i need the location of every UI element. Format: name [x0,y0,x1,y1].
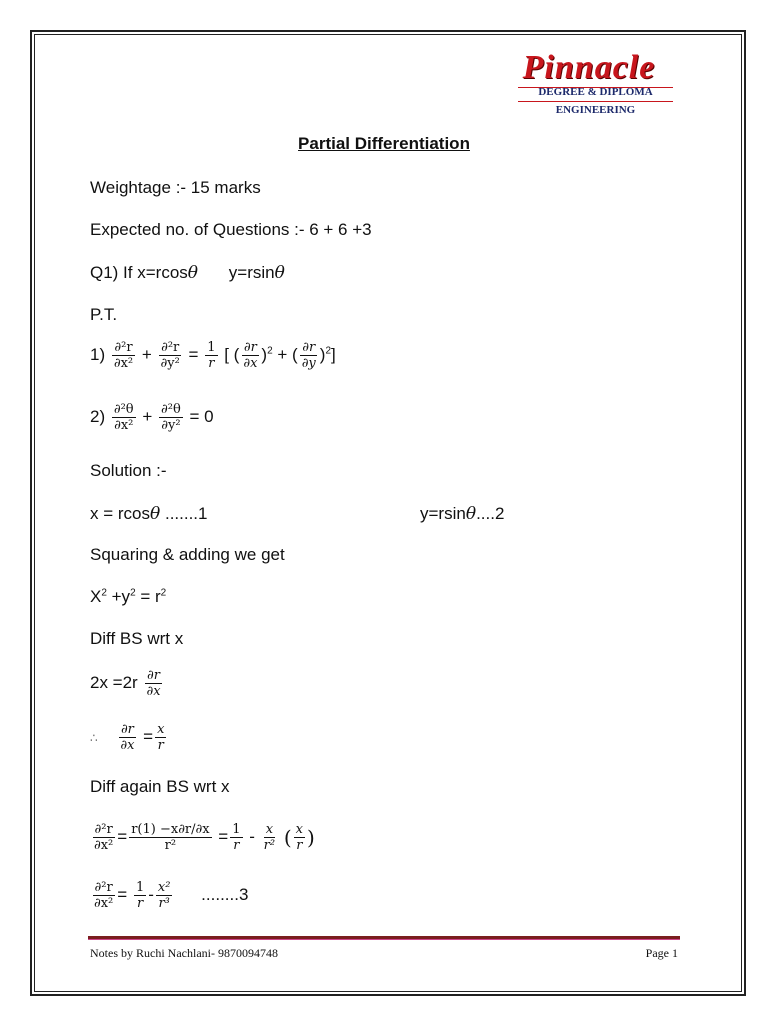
fraction-d2theta-dy2: $\frac{\text{∂²θ}}{\text{∂y²}}$ [161,402,181,433]
exponent: 2 [101,587,107,599]
fraction-dr-dy: $\frac{\partial r}{\partial y}$ [301,340,316,371]
fraction-dr-dx: $\frac{\partial r}{\partial x}$ [243,340,258,371]
exponent: 2 [160,587,167,599]
equation-3 [90,880,248,911]
theta-symbol: θ [465,504,477,524]
theta-symbol: θ [150,504,161,524]
fraction-1-over-r: $\frac{1}{r}$ [135,880,145,911]
equation-tag-3: ........3 [201,884,249,904]
square-exponent: 2 [325,345,332,357]
fraction-1-over-r: $\frac{1}{r}$ [232,822,241,853]
logo-subtitle-degree: DEGREE & DIPLOMA [538,86,653,98]
theta-symbol: θ [274,263,285,283]
therefore-icon: ∴ [90,730,98,745]
equals-sign: = [143,726,154,746]
footer-page-number: Page 1 [645,946,678,960]
diff-again-text: Diff again BS wrt x [90,777,230,796]
equation-tag-2: ....2 [476,504,505,523]
fraction-x-over-r2: $\frac{x}{\text{r²}}$ [263,822,276,853]
fraction-dr-dx: $\frac{\partial r}{\partial x}$ [120,722,135,753]
therefore-equation [90,722,168,753]
y-eq-text: y=rsin [420,504,466,523]
y-var: +y [106,587,131,606]
equals-sign: = [218,826,229,846]
equation-second-derivative [90,822,315,853]
circle-equation [90,587,166,607]
bracket-close: ] [331,344,336,364]
fraction-dr-dx: $\frac{\partial r}{\partial x}$ [146,668,161,699]
paren-close: ) [261,344,268,364]
r-var: = r [135,587,161,606]
eq2-label: 2) [90,406,106,426]
square-exponent: 2 [267,345,273,357]
q1-y: y=rsin [228,263,275,282]
squaring-text: Squaring & adding we get [90,545,285,564]
logo-subtitle-engineering: ENGINEERING [555,104,636,116]
minus-sign: - [249,826,255,846]
diff-wrt-x-text: Diff BS wrt x [90,629,184,648]
equation-tag-1: .......1 [160,504,208,523]
fraction-d2r-dy2: $\frac{\text{∂²r}}{\text{∂y²}}$ [160,340,180,371]
plus-sign: + [141,344,152,364]
d2x-lhs: 2x =2r [90,672,138,692]
logo-wordmark: Pinnacle [522,49,656,86]
q1-prefix: Q1) If x=rcos [90,263,188,282]
x-var: X [90,587,102,606]
fraction-d2r-dx2: $\frac{\text{∂²r}}{\text{∂x²}}$ [94,880,114,911]
fraction-x-over-r: $\frac{x}{r}$ [295,822,303,853]
question-1 [90,263,285,283]
minus-sign: - [148,884,154,904]
weightage-text: Weightage :- 15 marks [90,178,261,197]
pinnacle-logo [500,50,678,120]
solution-heading: Solution :- [90,461,167,480]
fraction-d2r-dx2: $\frac{\text{∂²r}}{\text{∂x²}}$ [94,822,114,853]
fraction-d2r-dx2: $\frac{\text{∂²r}}{\text{∂x²}}$ [113,340,134,371]
paren-open: ( [283,825,292,850]
expected-questions-text: Expected no. of Questions :- 6 + 6 +3 [90,220,372,239]
x-eq-text: x = rcos [90,504,150,523]
plus-sign: + [142,406,153,426]
fraction-x-over-r: $\frac{x}{r}$ [157,722,165,753]
footer-author: Notes by Ruchi Nachlani- 9870094748 [90,946,278,960]
page-title: Partial Differentiation [298,134,470,153]
y-equation-line [420,504,504,524]
eq1-label: 1) [90,344,106,364]
fraction-quotient-rule: $\frac{r(1) -x\partial r/\partial x}{\text{r²}}$ [131,822,210,853]
equation-2 [90,402,214,433]
bracket-open: [ ( [224,344,240,364]
prove-that-label: P.T. [90,305,118,324]
logo-rule-bottom [518,101,673,102]
exponent: 2 [130,587,136,599]
derivative-equation [90,668,165,699]
equals-sign: = [188,344,199,364]
footer-rule [88,936,680,940]
fraction-1-over-r: $\frac{1}{r}$ [207,340,216,371]
equals-sign: = [117,826,128,846]
equals-sign: = [117,884,128,904]
paren-close: ) [319,344,326,364]
plus-sign: + [277,344,288,364]
theta-symbol: θ [187,263,199,283]
fraction-d2theta-dx2: $\frac{\text{∂²θ}}{\text{∂x²}}$ [113,402,134,433]
paren-close: ) [306,825,315,850]
fraction-x2-over-r3: $\frac{\text{x²}}{\text{r³}}$ [157,880,171,911]
eq2-rhs: = 0 [189,406,214,426]
equation-1: 1) $\frac{\text{∂²r}}{\text{∂x²}}$ + $\frac{\text{∂²r}}{\text{∂y²}}$ = $\frac{1}{r}$ [ ( $\frac{\partial r}{\partial x}$ )$^2$ + ( $\frac{\partial r}{\partial y}$ )$^2$] [90,340,336,371]
